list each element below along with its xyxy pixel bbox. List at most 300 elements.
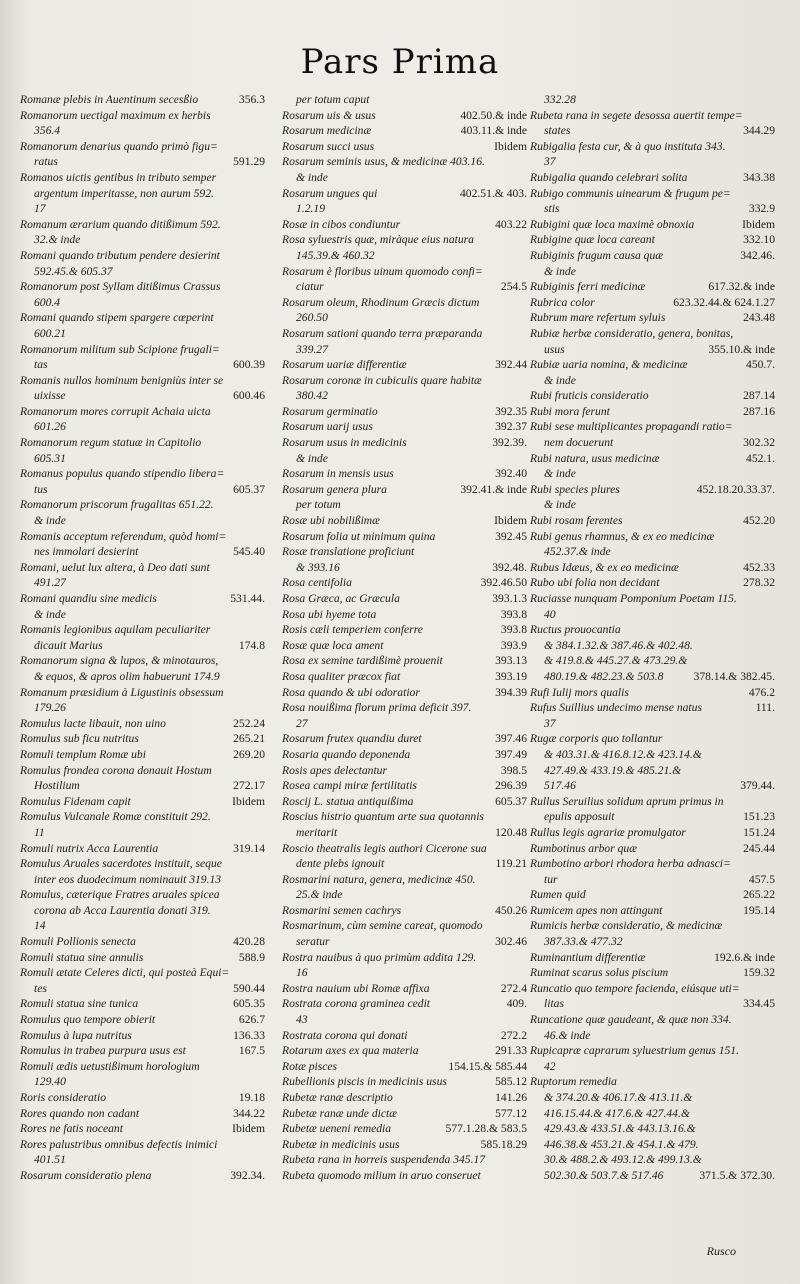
entry-page-ref: 136.33 [233, 1028, 265, 1042]
entry-continuation: 42 [544, 1059, 556, 1073]
entry-text: Rosis cæli temperiem conferre [282, 623, 423, 637]
index-entry [282, 482, 527, 513]
entry-page-ref: Ibidem [494, 139, 527, 153]
entry-text: Rosarum sationi quando terra præparanda [282, 326, 483, 340]
entry-continuation: 446.38.& 453.21.& 454.1.& 479. [544, 1137, 699, 1151]
entry-page-ref: 450.7. [746, 358, 775, 372]
index-entry [20, 1121, 265, 1137]
entry-continuation: corona ab Acca Laurentia donati 319. [34, 903, 211, 917]
entry-page-ref: 393.8 [500, 607, 527, 621]
entry-page-ref: 403.22 [495, 217, 527, 231]
entry-page-ref: 19.18 [238, 1091, 265, 1104]
entry-page-ref: 393.8 [500, 623, 527, 637]
index-entry [282, 575, 527, 591]
entry-text: Rosa centifolia [282, 576, 352, 590]
index-entry [282, 794, 527, 810]
entry-text: Romuli statua sine tunica [20, 997, 139, 1011]
index-entry [530, 950, 775, 966]
entry-text: Rosarum consideratio plena [20, 1168, 152, 1182]
entry-page-ref: 402.51.& 403. [460, 186, 527, 200]
entry-continuation: argentum imperitasse, non aurum 592. [34, 186, 214, 200]
entry-text: Romulus sub ficu nutritus [20, 732, 139, 746]
entry-page-ref: 272.2 [500, 1028, 527, 1042]
entry-text: Runcatione quæ gaudeant, & quæ non 334. [530, 1013, 732, 1027]
entry-text: Romanorum post Syllam ditißimus Crassus [20, 280, 221, 294]
index-entry [20, 1168, 265, 1184]
entry-page-ref: 302.46 [495, 935, 527, 949]
index-entry [282, 295, 527, 326]
index-entry [530, 419, 775, 450]
entry-text: Runcatio quo tempore facienda, eiúsque uti= [530, 981, 740, 995]
entry-text: Rosis apes delectantur [282, 763, 387, 777]
index-entry [282, 918, 527, 949]
entry-text: Rosmarini natura, genera, medicinæ 450. [282, 872, 476, 886]
entry-continuation: & 403.31.& 416.8.12.& 423.14.& [544, 747, 702, 761]
index-entry [20, 1106, 265, 1122]
entry-continuation: 601.26 [34, 420, 66, 434]
entry-page-ref: 332.10 [743, 233, 775, 247]
entry-text: Romulus frondea corona donauit Hostum [20, 763, 212, 777]
index-entry [20, 856, 265, 887]
entry-text: Romanis nullos hominum benigniùs inter se [20, 373, 224, 387]
index-entry [20, 763, 265, 794]
entry-text: Rubi mora ferunt [530, 404, 610, 418]
index-entry [20, 217, 265, 248]
index-entry [20, 342, 265, 373]
index-entry [20, 1028, 265, 1044]
entry-text: Romuli Pollionis senecta [20, 935, 136, 949]
entry-page-ref: 452.1. [746, 451, 775, 465]
index-entry [530, 217, 775, 233]
entry-page-ref: 600.39 [233, 358, 265, 372]
index-entry [282, 1028, 527, 1044]
entry-text: Rubi fruticis consideratio [530, 389, 649, 403]
entry-text: Rosarum oleum, Rhodinum Græcis dictum [282, 295, 480, 309]
index-entry [282, 903, 527, 919]
entry-text: Rubetæ ueneni remedia [282, 1122, 392, 1136]
index-entry [282, 622, 527, 638]
index-entry [20, 1043, 265, 1059]
entry-page-ref: 398.5 [500, 763, 527, 777]
index-entry [530, 887, 775, 903]
entry-text: Romani quandiu sine medicis [20, 592, 157, 605]
entry-continuation: 356.4 [34, 124, 61, 138]
index-entry [530, 451, 775, 482]
entry-text: Rosa Græca, ac Græcula [282, 592, 400, 605]
index-entry [282, 669, 527, 685]
entry-continuation: 151.23 epulis apposuit [544, 810, 775, 824]
entry-continuation: & inde [296, 451, 328, 465]
entry-text: Rubi sese multiplicantes propagandi ratio= [530, 420, 733, 434]
entry-continuation: & inde [34, 607, 66, 621]
index-entry [530, 841, 775, 857]
entry-text: Romanorum uectigal maximum ex herbis [20, 108, 211, 122]
entry-text: Rosarum coronæ in cubiculis quare habitæ [282, 373, 482, 387]
entry-continuation: & inde [34, 514, 66, 528]
index-entry [530, 388, 775, 404]
entry-page-ref: 393.9 [500, 638, 527, 652]
entry-text: Romulus Fidenam capit [20, 794, 131, 808]
entry-text: Romuli nutrix Acca Laurentia [20, 841, 159, 855]
entry-page-ref: 378.14.& 382.45. [693, 669, 775, 683]
index-entry [282, 731, 527, 747]
entry-page-ref: 154.15.& 585.44 [448, 1059, 527, 1073]
index-entry [282, 326, 527, 357]
index-entry [282, 1152, 527, 1168]
index-entry [530, 295, 775, 311]
entry-page-ref: 577.1.28.& 583.5 [445, 1122, 527, 1136]
index-entry [20, 716, 265, 732]
entry-text: Rosa syluestris quæ, miràque eius natura [282, 233, 474, 247]
entry-text: Romanorum regum statuæ in Capitolio [20, 436, 202, 450]
entry-text: Rubigalia quando celebrari solita [530, 170, 688, 184]
entry-text: Rostra nauium ubi Romæ affixa [282, 981, 430, 995]
entry-text: Rubeta quomodo milium in aruo conseruet [282, 1168, 481, 1182]
entry-continuation: 600.21 [34, 326, 66, 340]
entry-text: Rufi Iulij mors qualis [530, 685, 629, 699]
entry-text: Rubiginis ferri medicinæ [530, 280, 646, 294]
index-entry [20, 1012, 265, 1028]
entry-text: Romanis legionibus aquilam peculiariter [20, 623, 211, 637]
entry-text: Roscius histrio quantum arte sua quotannis [282, 810, 484, 824]
entry-page-ref: 393.13 [495, 654, 527, 668]
entry-continuation: 1.2.19 [296, 202, 325, 216]
index-entry [282, 607, 527, 623]
entry-text: Rumicis herbæ consideratio, & medicinæ [530, 919, 723, 933]
entry-page-ref: 605.35 [233, 997, 265, 1011]
index-entry [20, 653, 265, 684]
entry-continuation: 590.44 tes [34, 981, 265, 995]
entry-text: Romulus lacte libauit, non uino [20, 716, 166, 730]
entry-page-ref: 392.39. [492, 436, 527, 450]
entry-continuation: 387.33.& 477.32 [544, 935, 623, 949]
entry-text: Romanum præsidium à Ligustinis obsessum [20, 685, 224, 699]
entry-page-ref: 392.35 [495, 404, 527, 418]
index-entry [530, 575, 775, 591]
entry-page-ref: 379.44. [740, 779, 775, 793]
index-entry [20, 139, 265, 170]
entry-continuation: 371.5.& 372.30. 502.30.& 503.7.& 517.46 [544, 1168, 775, 1182]
entry-text: Rumbotino arbori rhodora herba adnasci= [530, 857, 731, 871]
index-entry [20, 279, 265, 310]
entry-text: Rubi genus rhamnus, & ex eo medicinæ [530, 529, 715, 543]
entry-text: Rumbotinus arbor quæ [530, 841, 637, 855]
entry-text: Rostrata corona qui donati [282, 1028, 408, 1042]
entry-text: Romanis acceptum referendum, quòd homi= [20, 529, 227, 543]
index-entry [282, 841, 527, 872]
index-entry [20, 1059, 265, 1090]
entry-continuation: 334.45 litas [544, 997, 775, 1011]
index-entry [282, 404, 527, 420]
index-entry [530, 918, 775, 949]
index-entry [20, 170, 265, 217]
index-entry [20, 591, 265, 622]
entry-page-ref: 397.46 [495, 732, 527, 746]
index-entry [530, 700, 775, 731]
index-entry [20, 497, 265, 528]
entry-continuation: 355.10.& inde usus [544, 342, 775, 356]
entry-text: Rosæ quæ loca ament [282, 638, 384, 652]
entry-text: Ructus prouocantia [530, 623, 621, 637]
entry-page-ref: 355.10.& inde [708, 342, 775, 356]
entry-page-ref: 531.44. [230, 592, 265, 605]
entry-continuation: 37 [544, 716, 556, 730]
entry-text: Romanus populus quando stipendio libera= [20, 467, 225, 481]
entry-text: Romuli ætate Celeres dicti, qui posteà Equi= [20, 966, 230, 980]
entry-page-ref: 269.20 [233, 747, 265, 761]
entry-page-ref: 591.29 [233, 155, 265, 169]
entry-text: Rugæ corporis quo tollantur [530, 732, 663, 746]
index-entry [20, 731, 265, 747]
entry-continuation: 32.& inde [34, 233, 81, 247]
entry-page-ref: 392.44 [495, 358, 527, 372]
index-entry [20, 965, 265, 996]
entry-continuation: 429.43.& 433.51.& 443.13.16.& [544, 1122, 696, 1136]
entry-text: Roscio theatralis legis authori Cicerone sua [282, 841, 487, 855]
entry-page-ref: 343.38 [743, 170, 775, 184]
entry-page-ref: 265.22 [743, 888, 775, 902]
entry-text: Rores quando non cadant [20, 1106, 140, 1120]
index-entry [530, 1012, 775, 1043]
entry-text: Rosa ex semine tardißimè prouenit [282, 654, 443, 668]
index-entry [282, 529, 527, 545]
index-entry [530, 186, 775, 217]
entry-text: Romulus quo tempore obierit [20, 1013, 156, 1027]
index-entry [20, 1137, 265, 1168]
index-entry [282, 809, 527, 840]
entry-continuation: 119.21 dente plebs ignouit [296, 857, 527, 871]
entry-continuation: & inde [544, 264, 576, 278]
entry-continuation: 457.5 tur [544, 872, 775, 886]
entry-text: Rubi rosam ferentes [530, 514, 623, 528]
entry-text: Rubetæ ranæ descriptio [282, 1091, 393, 1104]
index-entry [20, 685, 265, 716]
entry-text: Rosarum in mensis usus [282, 467, 394, 481]
entry-text: Romanum ærarium quando ditißimum 592. [20, 217, 221, 231]
entry-continuation: 491.27 [34, 576, 66, 590]
index-entry [282, 981, 527, 997]
index-entry [20, 622, 265, 653]
entry-continuation: 344.29 states [544, 124, 775, 138]
entry-continuation: 380.42 [296, 389, 328, 403]
entry-page-ref: 392.45 [495, 529, 527, 543]
index-entry [530, 482, 775, 513]
entry-continuation: 332.9 stis [544, 202, 775, 216]
entry-text: Romulus in trabea purpura usus est [20, 1044, 186, 1058]
index-entry [282, 1121, 527, 1137]
entry-page-ref: 287.14 [743, 389, 775, 403]
entry-continuation: 46.& inde [544, 1028, 591, 1042]
entry-page-ref: 334.45 [743, 997, 775, 1011]
entry-text: Rubo ubi folia non decidant [530, 576, 660, 590]
entry-continuation: 452.37.& inde [544, 545, 611, 559]
entry-text: Rubiæ uaria nomina, & medicinæ [530, 358, 688, 372]
index-entry [530, 357, 775, 388]
entry-continuation: 302.46 seratur [296, 935, 527, 949]
entry-page-ref: 392.46.50 [480, 576, 527, 590]
index-entry [282, 1106, 527, 1122]
catchword: Rusco [706, 1244, 736, 1258]
entry-text: Rosarum ungues qui [282, 186, 378, 200]
entry-continuation: & inde [544, 467, 576, 481]
entry-text: Rosarum succi usus [282, 139, 375, 153]
index-entry [20, 996, 265, 1012]
entry-text: Rosæ translatione proficiunt [282, 545, 415, 559]
entry-page-ref: 344.22 [233, 1106, 265, 1120]
index-entry [530, 529, 775, 560]
entry-page-ref: 252.24 [233, 716, 265, 730]
index-entry [282, 139, 527, 155]
entry-text: Rubeta rana in segete desossa auertit tempe= [530, 108, 743, 122]
index-entry [20, 108, 265, 139]
index-entry [530, 965, 775, 981]
entry-text: Rosarum germinatio [282, 404, 378, 418]
entry-continuation: 600.46 uixisse [34, 389, 265, 403]
entry-page-ref: 243.48 [743, 311, 775, 325]
entry-page-ref: 272.17 [233, 779, 265, 793]
index-entry [282, 435, 527, 466]
entry-page-ref: 545.40 [233, 545, 265, 559]
index-entry [282, 108, 527, 124]
entry-continuation: 600.39 tas [34, 358, 265, 372]
index-entry [20, 809, 265, 840]
entry-text: Ruptorum remedia [530, 1075, 617, 1089]
entry-text: Rotæ pisces [282, 1059, 338, 1073]
index-column-2 [282, 92, 527, 1184]
index-entry [282, 232, 527, 263]
index-entry [282, 700, 527, 731]
entry-page-ref: 394.39 [495, 685, 527, 699]
index-entry [282, 357, 527, 373]
index-entry [530, 326, 775, 357]
entry-page-ref: 392.34. [230, 1168, 265, 1182]
entry-page-ref: Ibidem [232, 1122, 265, 1136]
index-entry [282, 950, 527, 981]
index-entry [20, 747, 265, 763]
index-column-1 [20, 92, 265, 1184]
entry-text: Rubigalia festa cur, & à quo instituta 343. [530, 139, 726, 153]
index-entry [282, 685, 527, 701]
index-entry [282, 778, 527, 794]
index-entry [20, 310, 265, 341]
index-entry [282, 653, 527, 669]
entry-page-ref: 393.1.3 [492, 592, 527, 605]
entry-page-ref: 392.41.& inde [460, 482, 527, 496]
index-entry [530, 279, 775, 295]
entry-page-ref: 588.9 [238, 950, 265, 964]
index-entry [530, 903, 775, 919]
entry-text: Rores palustribus omnibus defectis inimici [20, 1137, 218, 1151]
index-entry [530, 856, 775, 887]
entry-page-ref: 332.9 [748, 202, 775, 216]
entry-text: Romani, uelut lux altera, à Deo dati sunt [20, 560, 210, 574]
entry-page-ref: 585.12 [495, 1075, 527, 1089]
entry-text: Rosarum genera plura [282, 482, 387, 496]
entry-page-ref: 452.20 [743, 514, 775, 528]
entry-page-ref: 119.21 [495, 857, 527, 871]
index-entry [530, 591, 775, 622]
entry-page-ref: 291.33 [495, 1044, 527, 1058]
entry-page-ref: 623.32.44.& 624.1.27 [673, 295, 775, 309]
index-entry [282, 591, 527, 607]
index-entry [20, 887, 265, 934]
entry-continuation: 30.& 488.2.& 493.12.& 499.13.& [544, 1153, 702, 1167]
entry-page-ref: 278.32 [743, 576, 775, 590]
entry-continuation: & equos, & apros olim habuerunt 174.9 [34, 669, 220, 683]
entry-text: Rumicem apes non attingunt [530, 903, 663, 917]
index-entry [530, 1074, 775, 1183]
index-entry [20, 435, 265, 466]
index-entry [282, 1168, 527, 1184]
entry-page-ref: 356.3 [238, 93, 265, 106]
entry-text: Rubrum mare refertum syluis [530, 311, 666, 325]
entry-page-ref: 420.28 [233, 935, 265, 949]
entry-page-ref: Ibidem [232, 794, 265, 808]
entry-page-ref: 590.44 [233, 981, 265, 995]
entry-page-ref: 151.23 [743, 810, 775, 824]
entry-text: Rubus Idæus, & ex eo medicinæ [530, 560, 679, 574]
entry-page-ref: 397.49 [495, 747, 527, 761]
entry-text: Romanorum priscorum frugalitas 651.22. [20, 498, 214, 512]
entry-text: Rumen quid [530, 888, 586, 902]
index-entry [282, 1043, 527, 1059]
entry-text: Rubetæ in medicinis usus [282, 1137, 400, 1151]
entry-continuation: 174.8 dicauit Marius [34, 638, 265, 652]
entry-continuation: 392.48. & 393.16 [296, 560, 527, 574]
entry-page-ref: 402.50.& inde [460, 108, 527, 122]
entry-page-ref: 265.21 [233, 732, 265, 746]
entry-text: Rubrica color [530, 295, 595, 309]
index-entry [20, 373, 265, 404]
entry-continuation: 40 [544, 607, 556, 621]
entry-text: Romuli ædis uetustißimum horologium [20, 1059, 200, 1073]
entry-page-ref: 120.48 [495, 825, 527, 839]
index-entry [282, 92, 527, 108]
entry-text: Rosarum uariæ differentiæ [282, 358, 407, 372]
index-entry [282, 1137, 527, 1153]
index-entry [530, 404, 775, 420]
entry-text: Rosarum seminis usus, & medicinæ 403.16. [282, 155, 485, 169]
entry-text: Romulus à lupa nutritus [20, 1028, 132, 1042]
entry-continuation: 145.39.& 460.32 [296, 248, 375, 262]
index-entry [530, 139, 775, 170]
entry-text: Rubetæ ranæ unde dictæ [282, 1106, 397, 1120]
entry-page-ref: 409. [506, 997, 527, 1011]
entry-page-ref: 452.33 [743, 560, 775, 574]
index-entry [530, 310, 775, 326]
entry-text: Roscij L. statua antiquißima [282, 794, 414, 808]
index-column-3 [530, 92, 775, 1184]
index-entry [20, 248, 265, 279]
entry-continuation: 11 [34, 825, 45, 839]
entry-page-ref: 577.12 [495, 1106, 527, 1120]
entry-continuation: & inde [544, 498, 576, 512]
index-entry [530, 981, 775, 1012]
entry-text: Rosa quando & ubi odoratior [282, 685, 420, 699]
entry-continuation: 129.40 [34, 1075, 66, 1089]
entry-page-ref: 167.5 [238, 1044, 265, 1058]
entry-page-ref: 141.26 [495, 1091, 527, 1104]
index-entry [282, 763, 527, 779]
entry-text: Rosarum medicinæ [282, 124, 372, 138]
entry-page-ref: 192.6.& inde [714, 950, 775, 964]
entry-text: Romanos uictis gentibus in tributo semper [20, 170, 217, 184]
entry-continuation: & inde [544, 373, 576, 387]
index-entry [530, 825, 775, 841]
entry-page-ref: Ibidem [742, 217, 775, 231]
entry-continuation: 260.50 [296, 311, 328, 325]
entry-text: Rubigini quæ loca maximè obnoxia [530, 217, 695, 231]
